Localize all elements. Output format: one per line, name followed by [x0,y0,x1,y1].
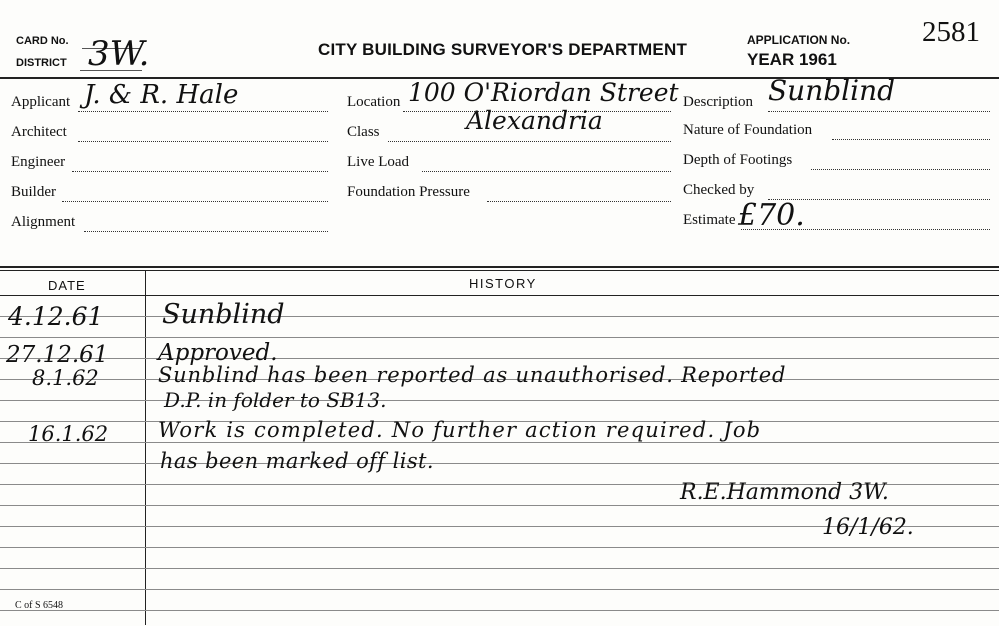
card-no-label: CARD No. [16,35,69,47]
history-date: 27.12.61 [6,342,109,368]
foundation-pressure-label: Foundation Pressure [347,184,470,200]
builder-label: Builder [11,184,56,200]
checked-by-label: Checked by [683,182,755,198]
signature: R.E.Hammond 3W. [680,480,889,505]
history-text: Work is completed. No further action required. Job [158,418,762,442]
ruled-line [0,400,999,401]
district-label: DISTRICT [16,57,67,69]
engineer-label: Engineer [11,154,66,170]
applicant-label: Applicant [11,94,71,110]
foundation-pressure-dots [487,201,671,202]
year-label: YEAR 1961 [747,50,837,69]
class-label: Class [347,124,380,140]
ruled-line [0,316,999,317]
history-text: Approved. [158,340,278,366]
depth-footings-label: Depth of Footings [683,152,793,168]
nature-foundation-label: Nature of Foundation [683,122,813,138]
district-value: 3W. [88,34,150,74]
depth-footings-dots [811,169,990,170]
ruled-line [0,358,999,359]
estimate-value: £70. [738,198,805,233]
ruled-line [0,547,999,548]
ruled-line [0,568,999,569]
form-code: C of S 6548 [15,600,64,611]
ruled-line [0,505,999,506]
description-value: Sunblind [768,74,896,107]
history-date: 8.1.62 [32,366,99,390]
location-label: Location [347,94,401,110]
alignment-label: Alignment [11,214,76,230]
history-date: 16.1.62 [28,422,109,446]
location-value: 100 O'Riordan Street [408,78,679,107]
history-date: 4.12.61 [8,302,104,331]
description-dots [768,111,990,112]
signature-date: 16/1/62. [822,515,914,540]
applicant-value: J. & R. Hale [84,80,239,110]
ruled-line [0,442,999,443]
live-load-dots [422,171,671,172]
ruled-line [0,610,999,611]
ruled-line [0,589,999,590]
architect-label: Architect [11,124,67,140]
history-text: has been marked off list. [160,449,434,473]
history-column-header: HISTORY [469,276,537,291]
history-header-rule [0,295,999,296]
history-text: D.P. in folder to SB13. [164,388,387,412]
history-top-rule [0,270,999,271]
live-load-label: Live Load [347,154,410,170]
class-value: Alexandria [466,106,603,135]
date-column-divider [145,270,146,625]
department-title: CITY BUILDING SURVEYOR'S DEPARTMENT [318,40,688,59]
builder-dots [62,201,328,202]
application-number: 2581 [922,16,980,48]
history-text: Sunblind has been reported as unauthorised. Reported [158,363,787,387]
nature-foundation-dots [832,139,990,140]
description-label: Description [683,94,753,110]
ruled-line [0,337,999,338]
date-column-header: DATE [48,278,86,293]
estimate-label: Estimate [683,212,736,228]
architect-dots [78,141,328,142]
engineer-dots [72,171,328,172]
fields-divider [0,266,999,268]
applicant-dots [78,111,328,112]
ruled-line [0,463,999,464]
class-dots [388,141,671,142]
application-label: APPLICATION No. [747,33,851,47]
alignment-dots [84,231,328,232]
history-text: Sunblind [162,299,285,330]
